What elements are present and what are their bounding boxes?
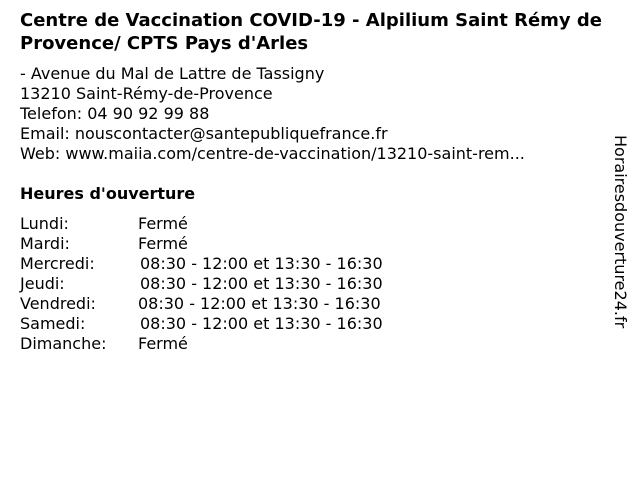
day-label: Dimanche: [20,334,107,353]
site-watermark: Horairesdouverture24.fr [611,135,630,329]
day-hours: Fermé [138,214,188,233]
hours-heading: Heures d'ouverture [20,184,196,203]
day-label: Mercredi: [20,254,95,273]
day-label: Vendredi: [20,294,96,313]
web-line: Web: www.maiia.com/centre-de-vaccination/13210-saint-rem... [20,144,525,163]
day-label: Samedi: [20,314,86,333]
email-line: Email: nouscontacter@santepubliquefrance.fr [20,124,388,143]
day-hours: 08:30 - 12:00 et 13:30 - 16:30 [140,314,383,333]
phone-line: Telefon: 04 90 92 99 88 [20,104,210,123]
contact-block [20,64,610,164]
address-city: 13210 Saint-Rémy-de-Provence [20,84,273,103]
place-title: Centre de Vaccination COVID-19 - Alpilium Saint Rémy de Provence/ CPTS Pays d'Arles [20,10,603,54]
day-hours: 08:30 - 12:00 et 13:30 - 16:30 [138,294,381,313]
day-hours: 08:30 - 12:00 et 13:30 - 16:30 [140,254,383,273]
day-label: Lundi: [20,214,69,233]
day-hours: 08:30 - 12:00 et 13:30 - 16:30 [140,274,383,293]
day-label: Mardi: [20,234,70,253]
day-hours: Fermé [138,334,188,353]
day-hours: Fermé [138,234,188,253]
address-street: - Avenue du Mal de Lattre de Tassigny [20,64,325,83]
day-label: Jeudi: [20,274,65,293]
